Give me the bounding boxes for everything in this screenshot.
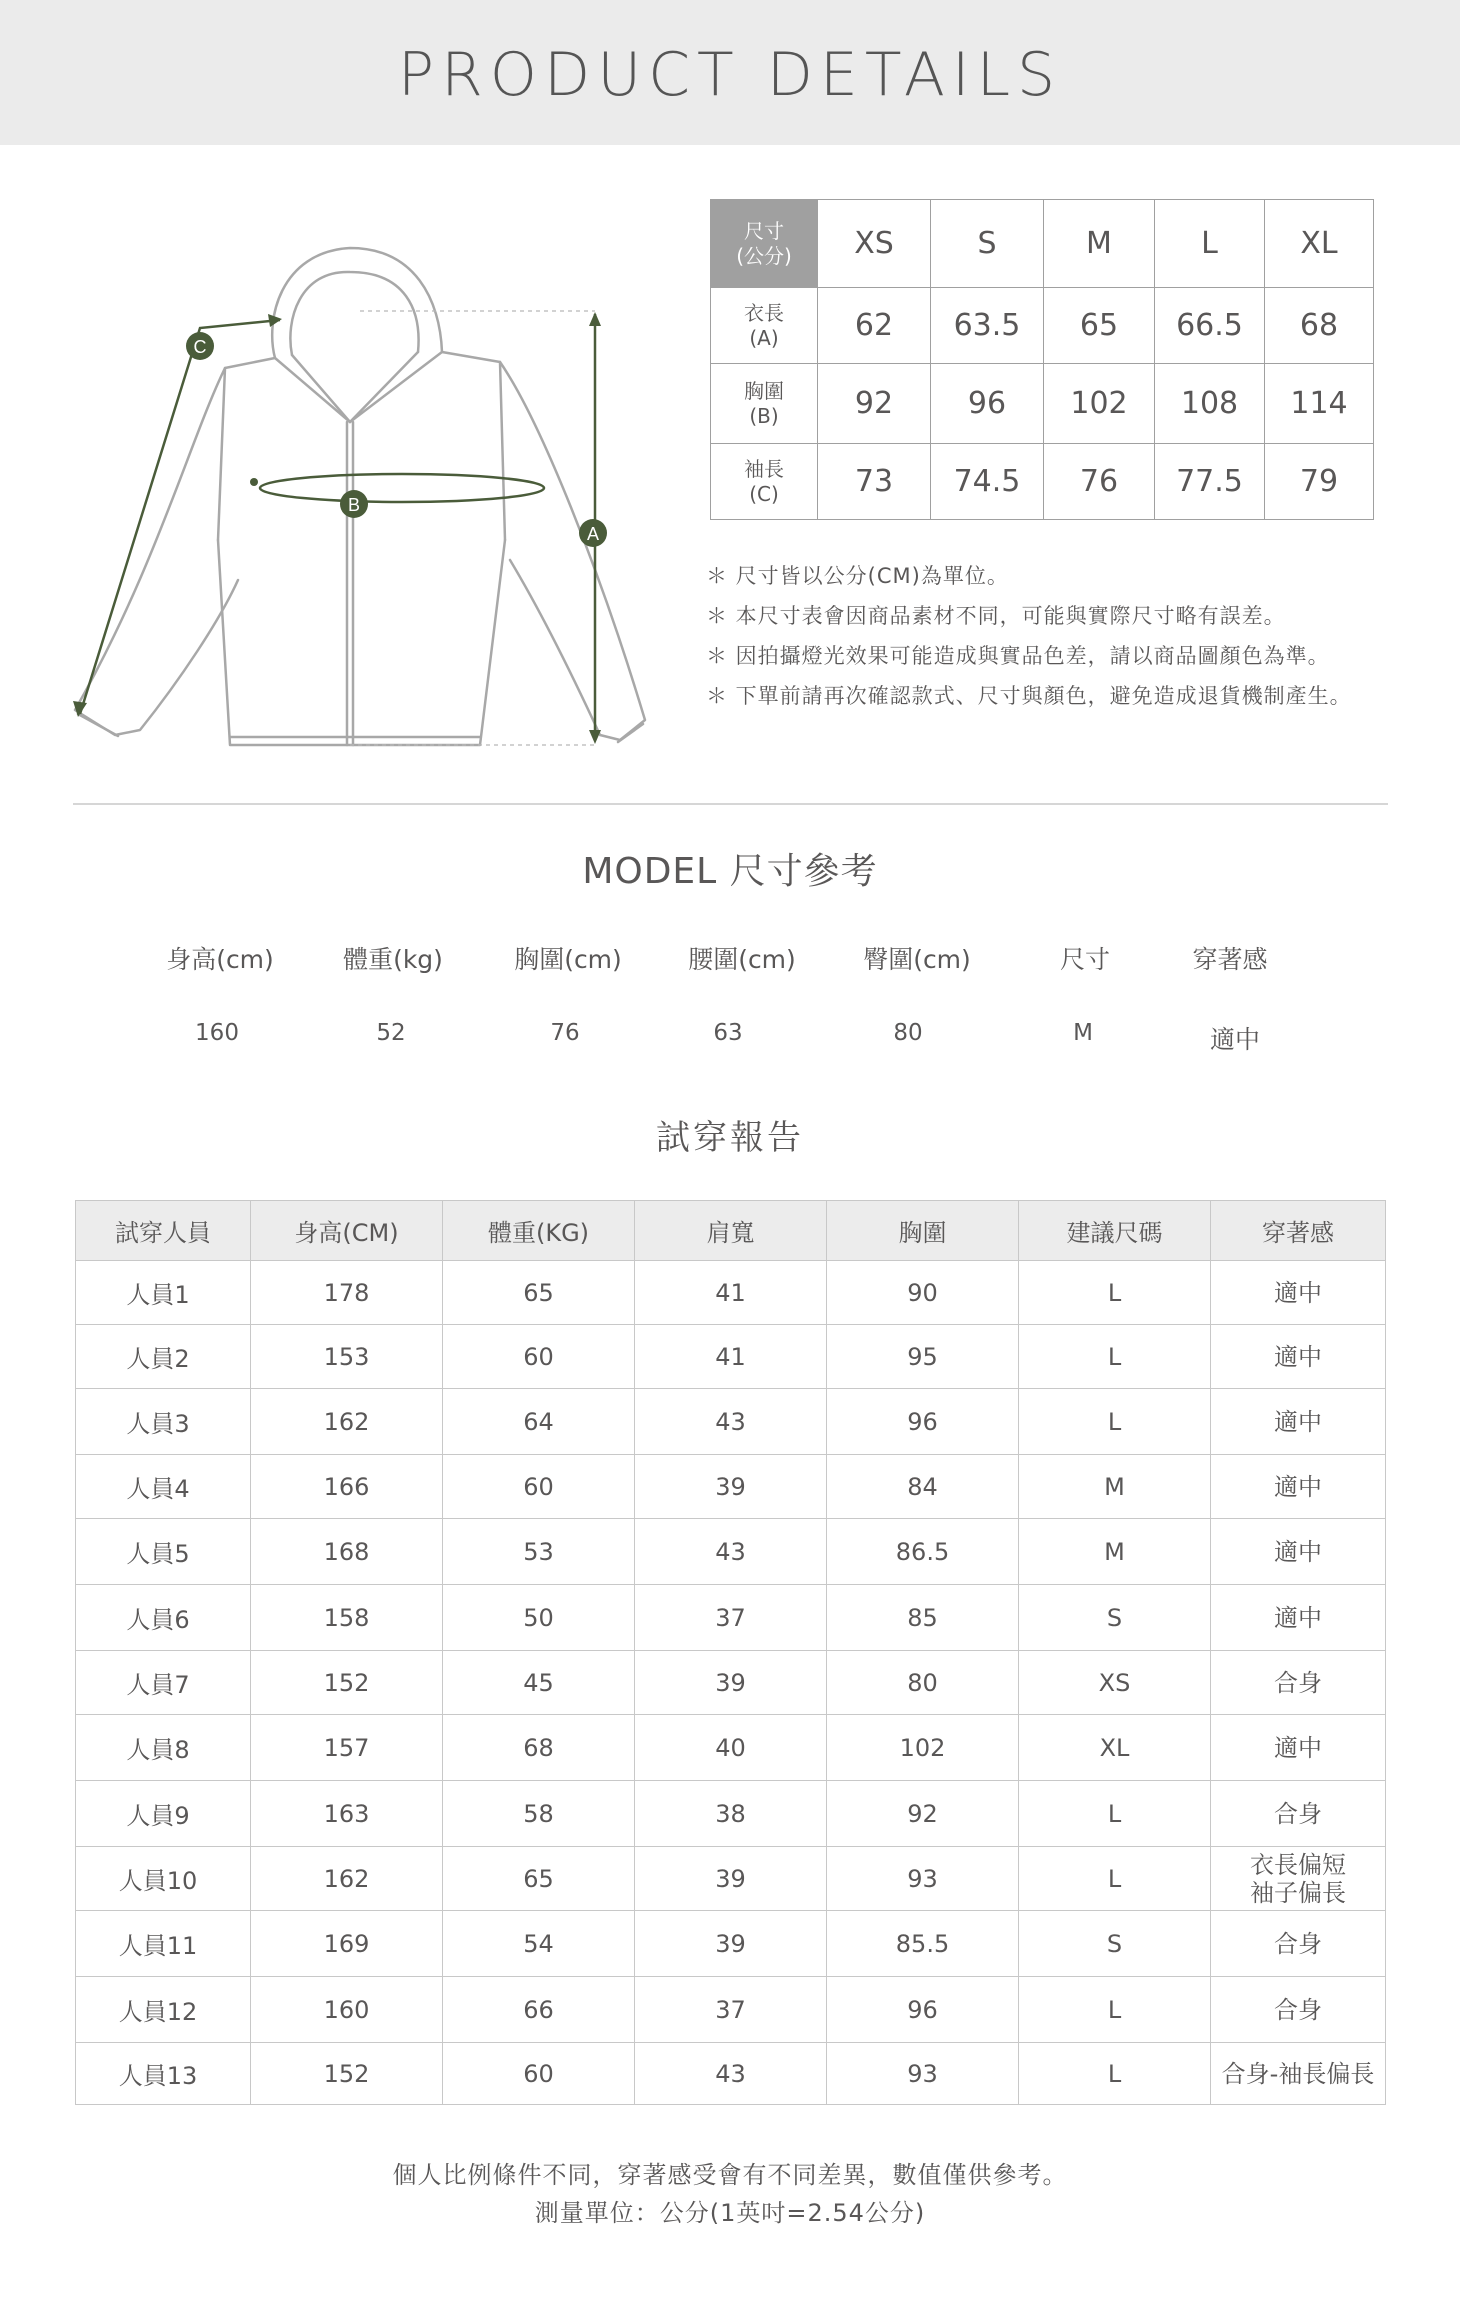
note-item: ＊ 下單前請再次確認款式、尺寸與顏色，避免造成退貨機制產生。 bbox=[706, 684, 1352, 708]
model-header-waist: 腰圍(cm) bbox=[688, 945, 796, 974]
fit-row bbox=[76, 1847, 1386, 1911]
size-cell: 68 bbox=[1265, 288, 1374, 364]
model-section-title: MODEL 尺寸參考 bbox=[582, 851, 878, 892]
fit-cell-feel: 適中 bbox=[1211, 1585, 1386, 1651]
fit-cell-tester: 人員4 bbox=[76, 1455, 251, 1519]
fit-header-tester: 試穿人員 bbox=[76, 1201, 251, 1261]
svg-text:C: C bbox=[193, 337, 207, 357]
fit-cell-tester: 人員10 bbox=[76, 1847, 251, 1911]
footer-disclaimer: 個人比例條件不同，穿著感受會有不同差異，數值僅供參考。 bbox=[392, 2161, 1068, 2189]
fit-cell-weight: 58 bbox=[443, 1781, 635, 1847]
fit-cell-weight: 60 bbox=[443, 1325, 635, 1389]
marker-b bbox=[340, 490, 368, 518]
size-cell: 102 bbox=[1044, 364, 1155, 444]
size-xl: XL bbox=[1265, 200, 1374, 288]
size-cell: 73 bbox=[818, 444, 931, 520]
size-xs: XS bbox=[818, 200, 931, 288]
size-table bbox=[710, 199, 1374, 520]
fit-cell-height: 178 bbox=[251, 1261, 443, 1325]
fit-header-row bbox=[76, 1201, 1386, 1261]
row-label-code: (A) bbox=[749, 325, 779, 350]
fit-cell-tester: 人員11 bbox=[76, 1911, 251, 1977]
fit-cell-shoulder: 40 bbox=[635, 1715, 827, 1781]
fit-cell-weight: 65 bbox=[443, 1847, 635, 1911]
size-cell: 77.5 bbox=[1155, 444, 1265, 520]
size-corner-cell bbox=[711, 200, 818, 288]
row-label-code: (C) bbox=[749, 481, 779, 506]
fit-cell-feel: 衣長偏短 袖子偏長 bbox=[1211, 1847, 1386, 1911]
fit-cell-height: 162 bbox=[251, 1389, 443, 1455]
fit-header-size: 建議尺碼 bbox=[1019, 1201, 1211, 1261]
fit-cell-tester: 人員6 bbox=[76, 1585, 251, 1651]
fit-cell-chest: 102 bbox=[827, 1715, 1019, 1781]
fit-cell-chest: 85 bbox=[827, 1585, 1019, 1651]
fit-cell-shoulder: 39 bbox=[635, 1651, 827, 1715]
fit-cell-height: 166 bbox=[251, 1455, 443, 1519]
fit-cell-feel: 適中 bbox=[1211, 1325, 1386, 1389]
size-cell: 63.5 bbox=[931, 288, 1044, 364]
fit-cell-shoulder: 38 bbox=[635, 1781, 827, 1847]
footer-unit-note: 測量單位：公分(1英吋=2.54公分) bbox=[534, 2199, 926, 2227]
fit-cell-chest: 84 bbox=[827, 1455, 1019, 1519]
fit-cell-height: 158 bbox=[251, 1585, 443, 1651]
fit-cell-size: M bbox=[1019, 1519, 1211, 1585]
model-header-hip: 臀圍(cm) bbox=[863, 945, 971, 974]
fit-cell-tester: 人員5 bbox=[76, 1519, 251, 1585]
fit-row bbox=[76, 2043, 1386, 2105]
fit-cell-tester: 人員12 bbox=[76, 1977, 251, 2043]
fit-cell-tester: 人員1 bbox=[76, 1261, 251, 1325]
fit-cell-chest: 80 bbox=[827, 1651, 1019, 1715]
fit-cell-height: 169 bbox=[251, 1911, 443, 1977]
page-title: PRODUCT DETAILS bbox=[397, 40, 1063, 110]
fit-cell-size: M bbox=[1019, 1455, 1211, 1519]
fit-cell-tester: 人員9 bbox=[76, 1781, 251, 1847]
model-header-size: 尺寸 bbox=[1059, 945, 1110, 974]
fit-cell-tester: 人員8 bbox=[76, 1715, 251, 1781]
marker-c bbox=[186, 332, 214, 360]
model-value-height: 160 bbox=[195, 1020, 239, 1046]
fit-cell-height: 162 bbox=[251, 1847, 443, 1911]
row-label-code: (B) bbox=[749, 403, 779, 428]
size-cell: 62 bbox=[818, 288, 931, 364]
model-value-hip: 80 bbox=[893, 1020, 923, 1046]
model-header-height: 身高(cm) bbox=[166, 945, 274, 974]
fit-row bbox=[76, 1585, 1386, 1651]
fit-cell-feel: 適中 bbox=[1211, 1519, 1386, 1585]
fit-cell-height: 168 bbox=[251, 1519, 443, 1585]
fit-cell-chest: 90 bbox=[827, 1261, 1019, 1325]
row-label bbox=[711, 288, 818, 364]
guide-lines bbox=[347, 311, 595, 745]
fit-row bbox=[76, 1261, 1386, 1325]
fit-header-feel: 穿著感 bbox=[1211, 1201, 1386, 1261]
fit-row bbox=[76, 1781, 1386, 1847]
size-header-row bbox=[711, 200, 1374, 288]
size-cell: 74.5 bbox=[931, 444, 1044, 520]
marker-a bbox=[579, 519, 607, 547]
fit-cell-size: L bbox=[1019, 2043, 1211, 2105]
fit-cell-size: L bbox=[1019, 1389, 1211, 1455]
fit-cell-height: 160 bbox=[251, 1977, 443, 2043]
fit-row bbox=[76, 1715, 1386, 1781]
fit-cell-weight: 68 bbox=[443, 1715, 635, 1781]
fit-cell-shoulder: 39 bbox=[635, 1847, 827, 1911]
fit-cell-shoulder: 43 bbox=[635, 1389, 827, 1455]
corner-unit: (公分) bbox=[736, 243, 792, 268]
model-header-feel: 穿著感 bbox=[1192, 945, 1268, 974]
fit-cell-chest: 93 bbox=[827, 1847, 1019, 1911]
fit-cell-chest: 86.5 bbox=[827, 1519, 1019, 1585]
model-value-waist: 63 bbox=[713, 1020, 743, 1046]
fit-cell-height: 157 bbox=[251, 1715, 443, 1781]
fit-cell-feel: 適中 bbox=[1211, 1715, 1386, 1781]
fit-cell-feel: 合身-袖長偏長 bbox=[1211, 2043, 1386, 2105]
fit-cell-feel: 合身 bbox=[1211, 1781, 1386, 1847]
fit-cell-weight: 60 bbox=[443, 1455, 635, 1519]
fit-cell-size: L bbox=[1019, 1977, 1211, 2043]
fit-cell-height: 153 bbox=[251, 1325, 443, 1389]
fit-report-table bbox=[75, 1200, 1386, 2105]
fit-report-title: 試穿報告 bbox=[656, 1118, 804, 1158]
fit-header-weight: 體重(KG) bbox=[443, 1201, 635, 1261]
fit-cell-shoulder: 43 bbox=[635, 2043, 827, 2105]
fit-cell-tester: 人員3 bbox=[76, 1389, 251, 1455]
row-label bbox=[711, 364, 818, 444]
fit-cell-chest: 95 bbox=[827, 1325, 1019, 1389]
size-cell: 66.5 bbox=[1155, 288, 1265, 364]
fit-cell-weight: 45 bbox=[443, 1651, 635, 1715]
row-label-name: 胸圍 bbox=[744, 378, 784, 403]
fit-header-shoulder: 肩寬 bbox=[635, 1201, 827, 1261]
fit-header-chest: 胸圍 bbox=[827, 1201, 1019, 1261]
fit-cell-feel: 合身 bbox=[1211, 1911, 1386, 1977]
fit-cell-tester: 人員13 bbox=[76, 2043, 251, 2105]
size-cell: 96 bbox=[931, 364, 1044, 444]
model-value-feel: 適中 bbox=[1209, 1025, 1260, 1054]
model-header-chest: 胸圍(cm) bbox=[514, 945, 622, 974]
fit-cell-feel: 適中 bbox=[1211, 1455, 1386, 1519]
size-cell: 65 bbox=[1044, 288, 1155, 364]
size-row-length bbox=[711, 288, 1374, 364]
section-divider bbox=[73, 803, 1388, 805]
model-header-weight: 體重(kg) bbox=[343, 945, 443, 974]
fit-cell-chest: 92 bbox=[827, 1781, 1019, 1847]
fit-cell-shoulder: 41 bbox=[635, 1325, 827, 1389]
fit-cell-size: L bbox=[1019, 1847, 1211, 1911]
fit-cell-size: XL bbox=[1019, 1715, 1211, 1781]
fit-row bbox=[76, 1651, 1386, 1715]
fit-row bbox=[76, 1389, 1386, 1455]
fit-cell-feel: 合身 bbox=[1211, 1651, 1386, 1715]
note-item: ＊ 尺寸皆以公分(CM)為單位。 bbox=[706, 564, 1009, 588]
fit-cell-shoulder: 39 bbox=[635, 1455, 827, 1519]
fit-cell-height: 152 bbox=[251, 1651, 443, 1715]
fit-cell-shoulder: 37 bbox=[635, 1977, 827, 2043]
fit-cell-size: L bbox=[1019, 1261, 1211, 1325]
fit-cell-feel: 合身 bbox=[1211, 1977, 1386, 2043]
size-notes bbox=[706, 560, 1352, 720]
measure-lines bbox=[73, 312, 601, 744]
fit-row bbox=[76, 1519, 1386, 1585]
fit-cell-weight: 60 bbox=[443, 2043, 635, 2105]
model-value-chest: 76 bbox=[550, 1020, 580, 1046]
row-label bbox=[711, 444, 818, 520]
fit-cell-size: L bbox=[1019, 1781, 1211, 1847]
fit-header-height: 身高(CM) bbox=[251, 1201, 443, 1261]
fit-cell-shoulder: 41 bbox=[635, 1261, 827, 1325]
fit-cell-height: 163 bbox=[251, 1781, 443, 1847]
fit-cell-chest: 96 bbox=[827, 1977, 1019, 2043]
fit-cell-shoulder: 43 bbox=[635, 1519, 827, 1585]
fit-cell-weight: 64 bbox=[443, 1389, 635, 1455]
fit-cell-weight: 65 bbox=[443, 1261, 635, 1325]
note-item: ＊ 本尺寸表會因商品素材不同，可能與實際尺寸略有誤差。 bbox=[706, 604, 1286, 628]
model-value-weight: 52 bbox=[376, 1020, 406, 1046]
fit-cell-shoulder: 37 bbox=[635, 1585, 827, 1651]
fit-cell-size: S bbox=[1019, 1911, 1211, 1977]
fit-report-body bbox=[76, 1261, 1386, 2105]
fit-cell-shoulder: 39 bbox=[635, 1911, 827, 1977]
size-s: S bbox=[931, 200, 1044, 288]
svg-text:A: A bbox=[586, 524, 600, 544]
fit-cell-chest: 93 bbox=[827, 2043, 1019, 2105]
size-l: L bbox=[1155, 200, 1265, 288]
fit-cell-weight: 54 bbox=[443, 1911, 635, 1977]
size-cell: 108 bbox=[1155, 364, 1265, 444]
fit-row bbox=[76, 1325, 1386, 1389]
fit-cell-weight: 50 bbox=[443, 1585, 635, 1651]
fit-cell-weight: 66 bbox=[443, 1977, 635, 2043]
fit-cell-feel: 適中 bbox=[1211, 1389, 1386, 1455]
fit-cell-tester: 人員7 bbox=[76, 1651, 251, 1715]
size-cell: 79 bbox=[1265, 444, 1374, 520]
model-value-size: M bbox=[1073, 1020, 1093, 1046]
row-label-name: 袖長 bbox=[744, 456, 784, 481]
fit-cell-weight: 53 bbox=[443, 1519, 635, 1585]
size-row-chest bbox=[711, 364, 1374, 444]
size-cell: 114 bbox=[1265, 364, 1374, 444]
fit-cell-tester: 人員2 bbox=[76, 1325, 251, 1389]
size-m: M bbox=[1044, 200, 1155, 288]
size-row-sleeve bbox=[711, 444, 1374, 520]
row-label-name: 衣長 bbox=[744, 300, 784, 325]
fit-cell-size: S bbox=[1019, 1585, 1211, 1651]
fit-row bbox=[76, 1977, 1386, 2043]
svg-text:B: B bbox=[347, 495, 361, 515]
fit-cell-feel: 適中 bbox=[1211, 1261, 1386, 1325]
fit-cell-chest: 96 bbox=[827, 1389, 1019, 1455]
fit-cell-size: L bbox=[1019, 1325, 1211, 1389]
fit-cell-height: 152 bbox=[251, 2043, 443, 2105]
size-cell: 76 bbox=[1044, 444, 1155, 520]
fit-cell-size: XS bbox=[1019, 1651, 1211, 1715]
note-item: ＊ 因拍攝燈光效果可能造成與實品色差，請以商品圖顏色為準。 bbox=[706, 644, 1330, 668]
fit-cell-chest: 85.5 bbox=[827, 1911, 1019, 1977]
fit-row bbox=[76, 1911, 1386, 1977]
jacket-measurement-diagram bbox=[60, 240, 660, 760]
size-cell: 92 bbox=[818, 364, 931, 444]
corner-label: 尺寸 bbox=[744, 218, 784, 243]
fit-row bbox=[76, 1455, 1386, 1519]
